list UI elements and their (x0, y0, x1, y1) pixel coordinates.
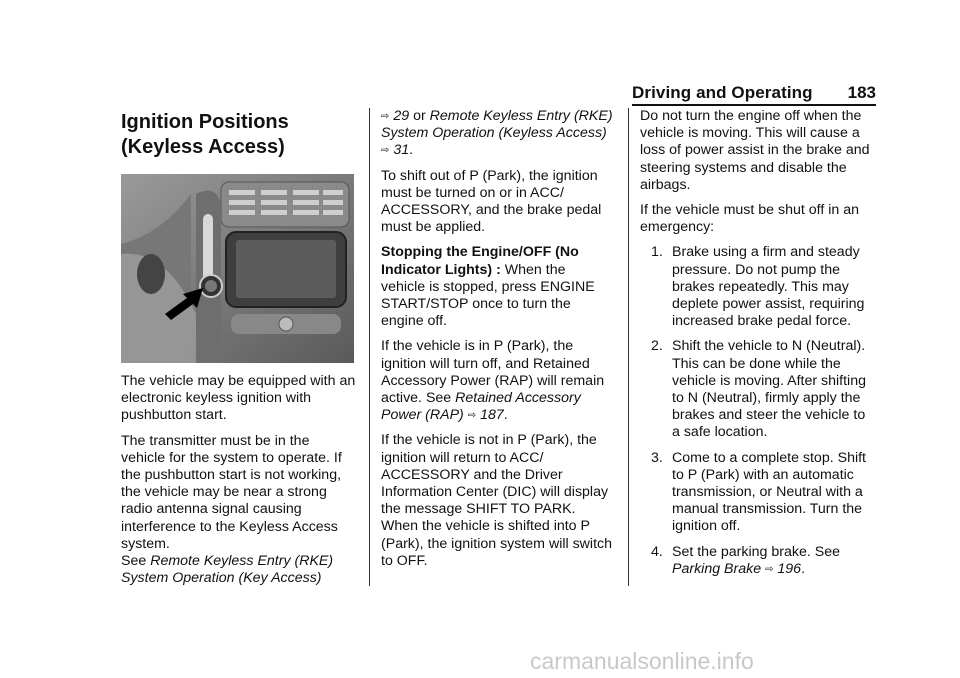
paragraph: If the vehicle must be shut off in an emergency: (640, 202, 859, 236)
paragraph: To shift out of P (Park), the ignition must be turned on or in ACC/ ACCESSORY, and the brake pedal must be applied. (381, 167, 602, 236)
article-title (121, 110, 357, 160)
paragraph (121, 433, 357, 588)
page-reference-link[interactable]: 31 (393, 142, 410, 159)
list-item (640, 338, 876, 441)
list-item (640, 244, 876, 330)
ignition-button-photo (121, 174, 354, 363)
page-reference-link[interactable]: 196 (777, 560, 802, 577)
column-3 (640, 108, 876, 586)
page-reference-link[interactable]: 187 (480, 407, 504, 424)
paragraph (381, 244, 613, 330)
section-title: Driving and Operating (632, 83, 813, 102)
run-in-heading: Stopping the Engine/OFF (No Indicator Lights) : (381, 244, 579, 278)
watermark: carmanualsonline.info (530, 648, 754, 674)
step-number: 4. (651, 543, 663, 560)
column-1 (121, 108, 357, 595)
page-reference-link[interactable]: 29 (393, 108, 410, 124)
column-2 (381, 108, 613, 578)
cross-reference-link[interactable]: Remote Keyless Entry (RKE) System Operation (Keyless Access) (381, 108, 613, 142)
paragraph-text: When the vehicle is stopped, press ENGINE START/STOP once to turn the engine off. (381, 261, 595, 330)
page-arrow-icon: ⇨ (467, 410, 477, 422)
or-text: or (413, 108, 426, 124)
cross-reference-link[interactable]: Retained Accessory Power (RAP) (381, 390, 581, 424)
paragraph: ⇨ 29 or Remote Keyless Entry (RKE) System Operation (Keyless Access) ⇨ 31. (381, 108, 613, 159)
step-text: Shift the vehicle to N (Neutral). This can be done while the vehicle is moving. After shifting to N (Neutral), firmly apply the brakes and steer the vehicle to a safe location. (672, 338, 866, 441)
step-text: Come to a complete stop. Shift to P (Park) with an automatic transmission, or Neutral with a manual transmission. Turn the ignition off. (672, 449, 866, 535)
title-line: (Keyless Access) (121, 136, 285, 158)
step-text: Brake using a firm and steady pressure. Do not pump the brakes repeatedly. This may deplete power assist, requiring increased brake pedal force. (672, 244, 865, 330)
paragraph-text: If the vehicle is in P (Park), the ignition will turn off, and Retained Accessory Power (RAP) will remain active. See (381, 338, 605, 407)
page-arrow-icon: ⇨ (381, 145, 390, 157)
step-number: 1. (651, 244, 663, 261)
page-arrow-icon: ⇨ (765, 563, 774, 575)
paragraph: Do not turn the engine off when the vehicle is moving. This will cause a loss of power assist in the brake and steering systems and disable the airbags. (640, 108, 870, 193)
header-rule (632, 104, 876, 106)
column-divider (628, 108, 629, 586)
step-number: 2. (651, 338, 663, 355)
paragraph: If the vehicle is not in P (Park), the ignition will return to ACC/ ACCESSORY and the Driver Information Center (DIC) will display the message SHIFT TO PARK. When the vehicle is shifted into P (Park), the ignition system will switch to OFF. (381, 432, 613, 569)
page-arrow-icon: ⇨ (381, 111, 390, 122)
page-number: 183 (847, 83, 876, 102)
cross-reference-link[interactable]: Parking Brake (672, 560, 762, 577)
paragraph: The vehicle may be equipped with an electronic keyless ignition with pushbutton start. (121, 373, 356, 424)
emergency-steps-list (640, 244, 876, 578)
paragraph-text: The transmitter must be in the vehicle for the system to operate. If the pushbutton start is not working, the vehicle may be near a strong radio antenna signal causing interference to the Keyless Access system. (121, 432, 342, 552)
step-text: Set the parking brake. See (672, 543, 840, 560)
list-item: 4. Set the parking brake. See Parking Brake ⇨ 196. (651, 543, 840, 577)
title-line: Ignition Positions (121, 111, 289, 133)
see-text: See (121, 553, 147, 570)
column-divider (369, 108, 370, 586)
step-number: 3. (651, 449, 663, 466)
paragraph: If the vehicle is in P (Park), the ignition will turn off, and Retained Accessory Power (RAP) will remain active. See Retained Accessory Power (RAP) ⇨ 187. (381, 338, 605, 424)
cross-reference-link[interactable]: Remote Keyless Entry (RKE) System Operation (Key Access) (121, 553, 334, 587)
list-item (640, 450, 876, 536)
